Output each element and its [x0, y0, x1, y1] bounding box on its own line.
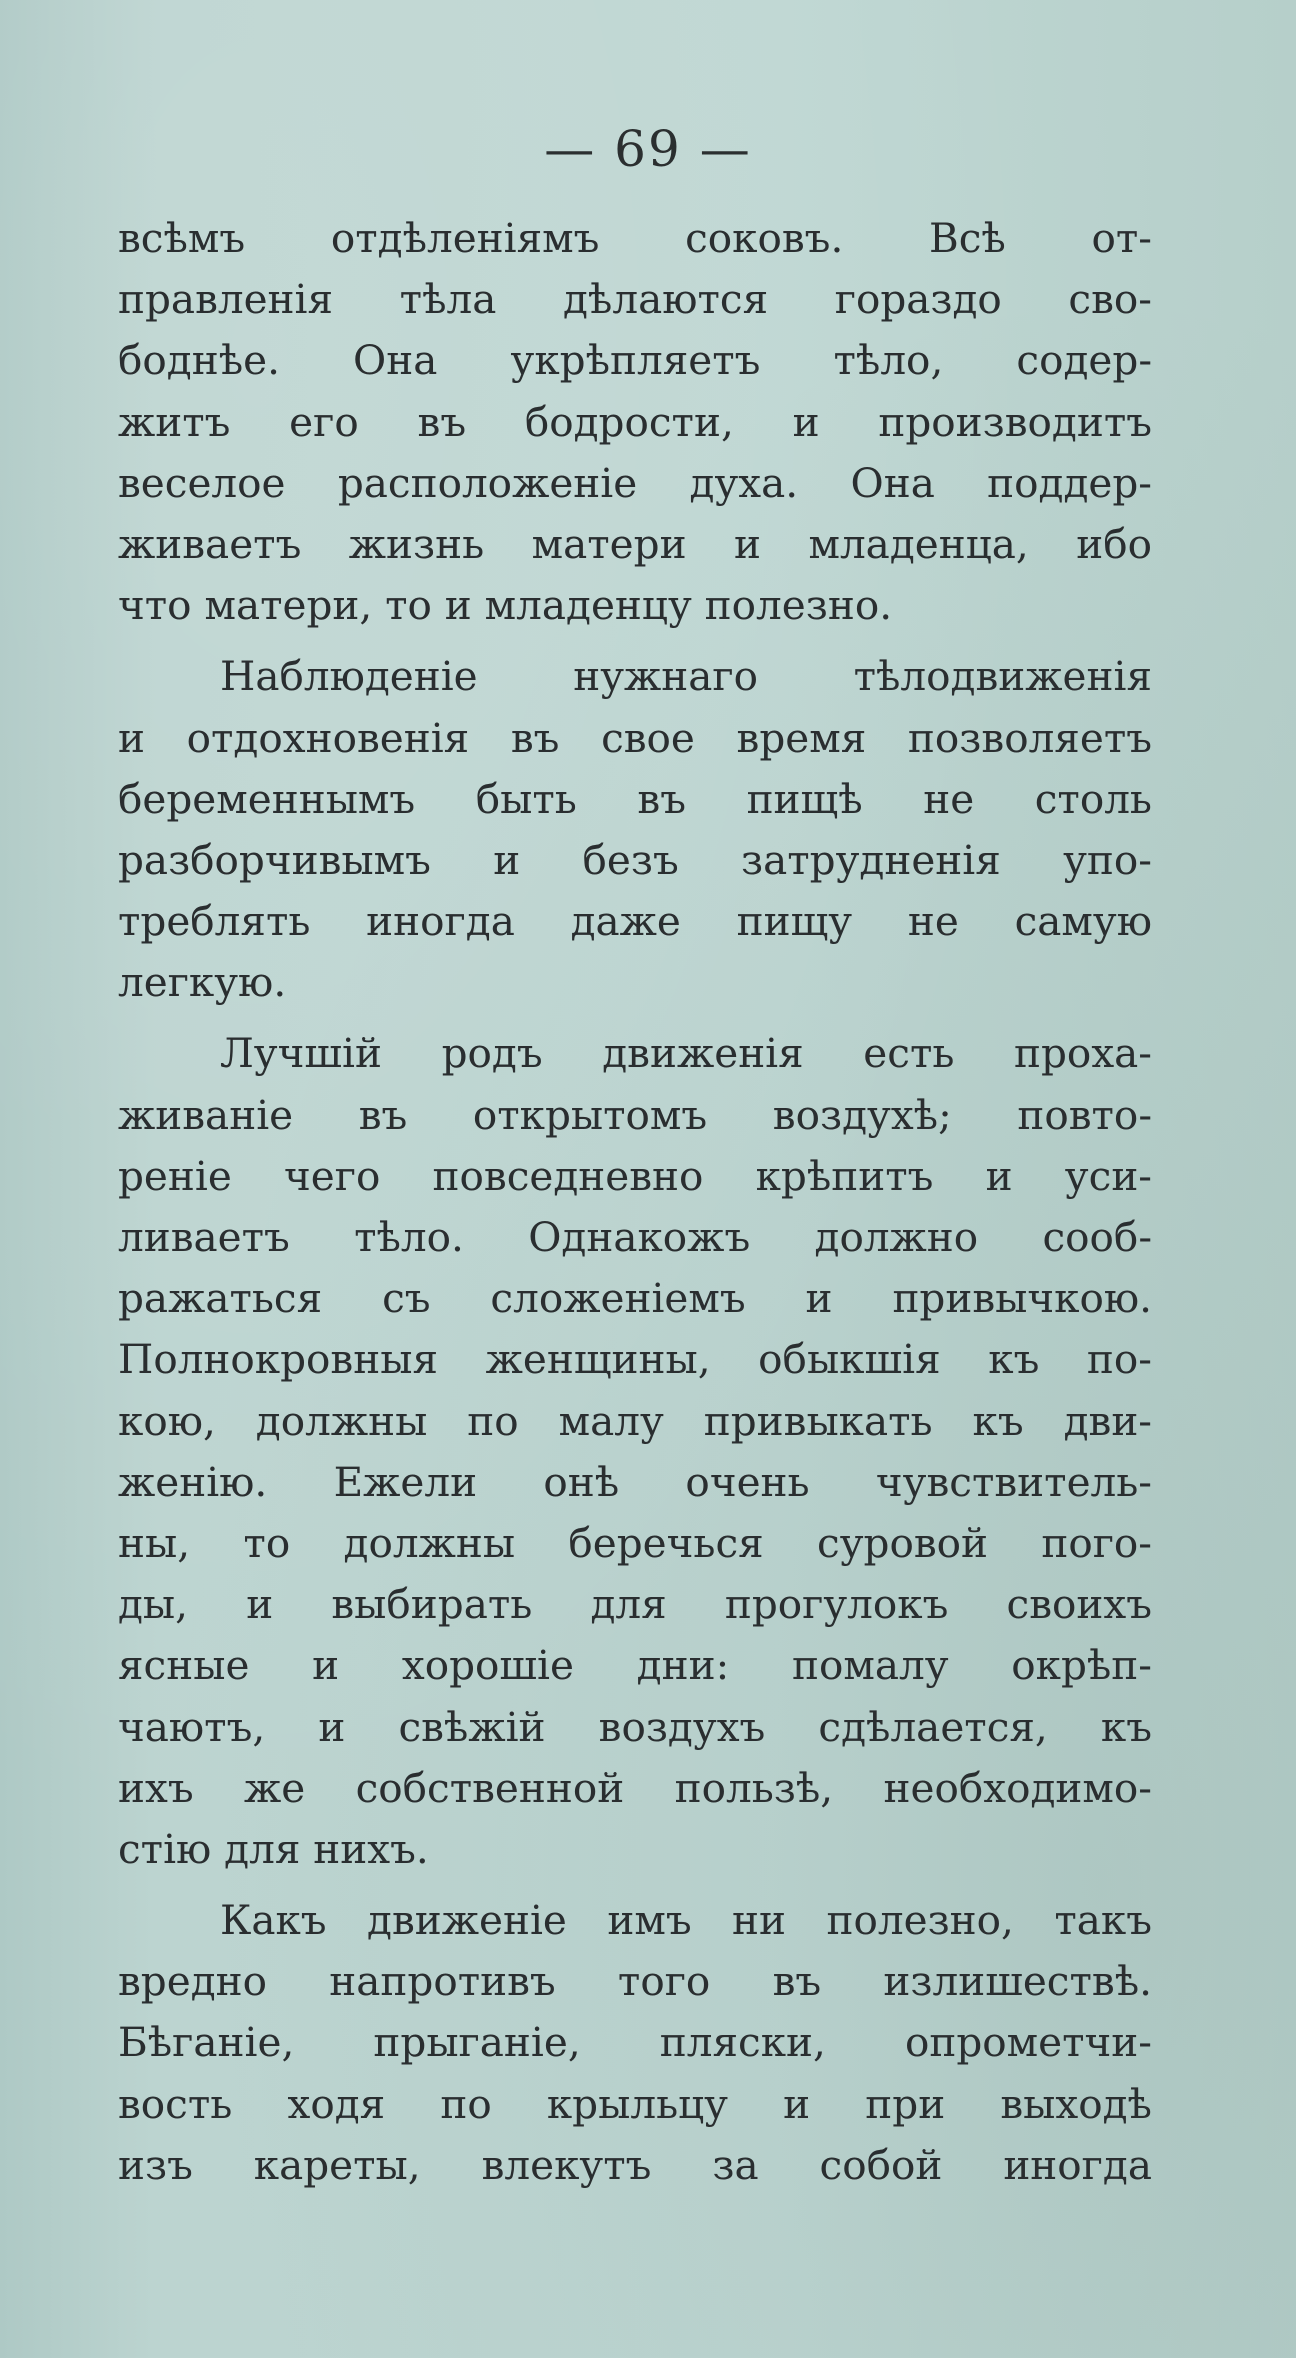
text-line: ды, и выбирать для прогулокъ своихъ [118, 1580, 1152, 1629]
text-line: живаетъ жизнь матери и младенца, ибо [118, 519, 1152, 568]
paragraph [118, 1023, 1152, 1880]
text-line: боднѣе. Она укрѣпляетъ тѣло, содер- [118, 336, 1152, 385]
text-line: ливаетъ тѣло. Однакожъ должно сооб- [118, 1213, 1152, 1261]
paragraph [118, 208, 1152, 636]
text-line: реніе чего повседневно крѣпитъ и уси- [118, 1151, 1152, 1200]
text-line: треблять иногда даже пищу не самую [118, 897, 1152, 946]
text-line: Полнокровныя женщины, обыкшія къ по- [118, 1335, 1152, 1384]
text-line: Лучшій родъ движенія есть проха- [220, 1029, 1152, 1078]
text-line: Какъ движеніе имъ ни полезно, такъ [220, 1896, 1152, 1945]
text-line: разборчивымъ и безъ затрудненія упо- [118, 835, 1152, 884]
text-line: что матери, то и младенцу полезно. [118, 581, 893, 630]
text-line: ихъ же собственной пользѣ, необходимо- [118, 1763, 1152, 1812]
text-line: Бѣганіе, прыганіе, пляски, опрометчи- [118, 2018, 1152, 2067]
body-text [118, 208, 1152, 2196]
paragraph [118, 1890, 1152, 2196]
text-line: и отдохновенія въ свое время позволяетъ [118, 713, 1152, 762]
text-line: веселое расположеніе духа. Она поддер- [118, 458, 1152, 507]
text-line: правленія тѣла дѣлаются гораздо сво- [118, 275, 1152, 324]
text-line: стію для нихъ. [118, 1824, 429, 1873]
paragraph [118, 646, 1152, 1013]
text-line: вредно напротивъ того въ излишествѣ. [118, 1957, 1152, 2006]
text-line: ясные и хорошіе дни: помалу окрѣп- [118, 1641, 1152, 1690]
text-line: житъ его въ бодрости, и производитъ [118, 397, 1152, 446]
text-line: чаютъ, и свѣжій воздухъ сдѣлается, къ [118, 1702, 1152, 1751]
text-line: вость ходя по крыльцу и при выходѣ [118, 2079, 1152, 2128]
text-line: изъ кареты, влекутъ за собой иногда [118, 2140, 1152, 2189]
text-line: всѣмъ отдѣленіямъ соковъ. Всѣ от- [118, 214, 1152, 262]
text-line: легкую. [118, 958, 287, 1007]
text-line: живаніе въ открытомъ воздухѣ; повто- [118, 1090, 1152, 1139]
text-line: ражаться съ сложеніемъ и привычкою. [118, 1274, 1152, 1323]
text-line: Наблюденіе нужнаго тѣлодвиженія [220, 652, 1152, 701]
text-line: женію. Ежели онѣ очень чувствитель- [118, 1457, 1152, 1506]
page-number-header: — 69 — [544, 120, 752, 178]
text-line: кою, должны по малу привыкать къ дви- [118, 1396, 1152, 1445]
text-line: беременнымъ быть въ пищѣ не столь [118, 774, 1152, 823]
text-line: ны, то должны беречься суровой пого- [118, 1518, 1152, 1567]
